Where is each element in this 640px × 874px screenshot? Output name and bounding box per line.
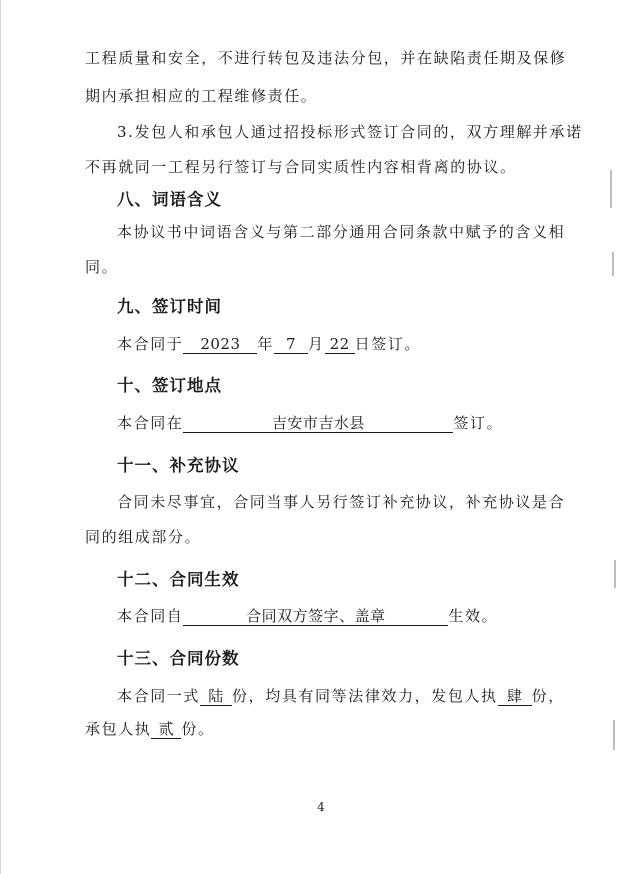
total-copies-field: 陆 xyxy=(200,687,232,706)
employer-copies-field: 肆 xyxy=(498,687,532,706)
section-heading-8: 八、词语含义 xyxy=(117,190,222,209)
copies-line xyxy=(117,685,597,706)
effective-line xyxy=(117,605,597,626)
section-heading-9: 九、签订时间 xyxy=(117,297,222,316)
paragraph-line: 同。 xyxy=(85,258,119,276)
signing-place-line xyxy=(117,412,597,433)
signing-date-line xyxy=(117,333,597,354)
paragraph-line: 工程质量和安全，不进行转包及违法分包，并在缺陷责任期及保修 xyxy=(85,49,567,67)
year-unit: 年 xyxy=(257,335,275,353)
month-unit: 月 xyxy=(308,335,325,353)
copies-end: 份， xyxy=(531,687,565,705)
effective-suffix: 生效。 xyxy=(448,607,499,625)
paragraph-line: 3.发包人和承包人通过招投标形式签订合同的，双方理解并承诺 xyxy=(117,123,583,141)
day-field: 22 xyxy=(325,335,355,354)
scan-edge-mark xyxy=(614,560,616,588)
year-field: 2023 xyxy=(183,335,257,354)
paragraph-line: 同的组成部分。 xyxy=(85,528,202,546)
paragraph-line: 合同未尽事宜，合同当事人另行签订补充协议，补充协议是合 xyxy=(117,493,566,511)
effective-prefix: 本合同自 xyxy=(117,607,184,625)
scan-edge-mark xyxy=(613,720,615,750)
page-number: 4 xyxy=(317,800,325,814)
section-heading-11: 十一、补充协议 xyxy=(117,456,240,475)
copies-prefix: 本合同一式 xyxy=(117,687,201,705)
contractor-copies-field: 贰 xyxy=(151,720,181,739)
effective-condition-field: 合同双方签字、盖章 xyxy=(183,607,448,626)
place-field: 吉安市吉水县 xyxy=(183,414,453,433)
copies-line-2 xyxy=(85,718,565,739)
paragraph-line: 期内承担相应的工程维修责任。 xyxy=(85,87,318,105)
place-prefix: 本合同在 xyxy=(117,414,184,432)
contractor-end: 份。 xyxy=(181,720,215,738)
date-suffix: 日签订。 xyxy=(354,335,422,353)
paragraph-line: 不再就同一工程另行签订与合同实质性内容相背离的协议。 xyxy=(85,158,517,176)
place-suffix: 签订。 xyxy=(453,414,504,432)
section-heading-10: 十、签订地点 xyxy=(117,376,222,395)
section-heading-13: 十三、合同份数 xyxy=(117,649,240,668)
paragraph-line: 本协议书中词语含义与第二部分通用合同条款中赋予的含义相 xyxy=(117,223,566,241)
date-prefix: 本合同于 xyxy=(117,335,184,353)
copies-mid: 份，均具有同等法律效力，发包人执 xyxy=(232,687,498,705)
scan-edge-mark xyxy=(610,170,612,208)
section-heading-12: 十二、合同生效 xyxy=(117,570,240,589)
month-field: 7 xyxy=(274,335,308,354)
scan-edge-mark xyxy=(612,252,614,276)
contractor-prefix: 承包人执 xyxy=(85,720,152,738)
